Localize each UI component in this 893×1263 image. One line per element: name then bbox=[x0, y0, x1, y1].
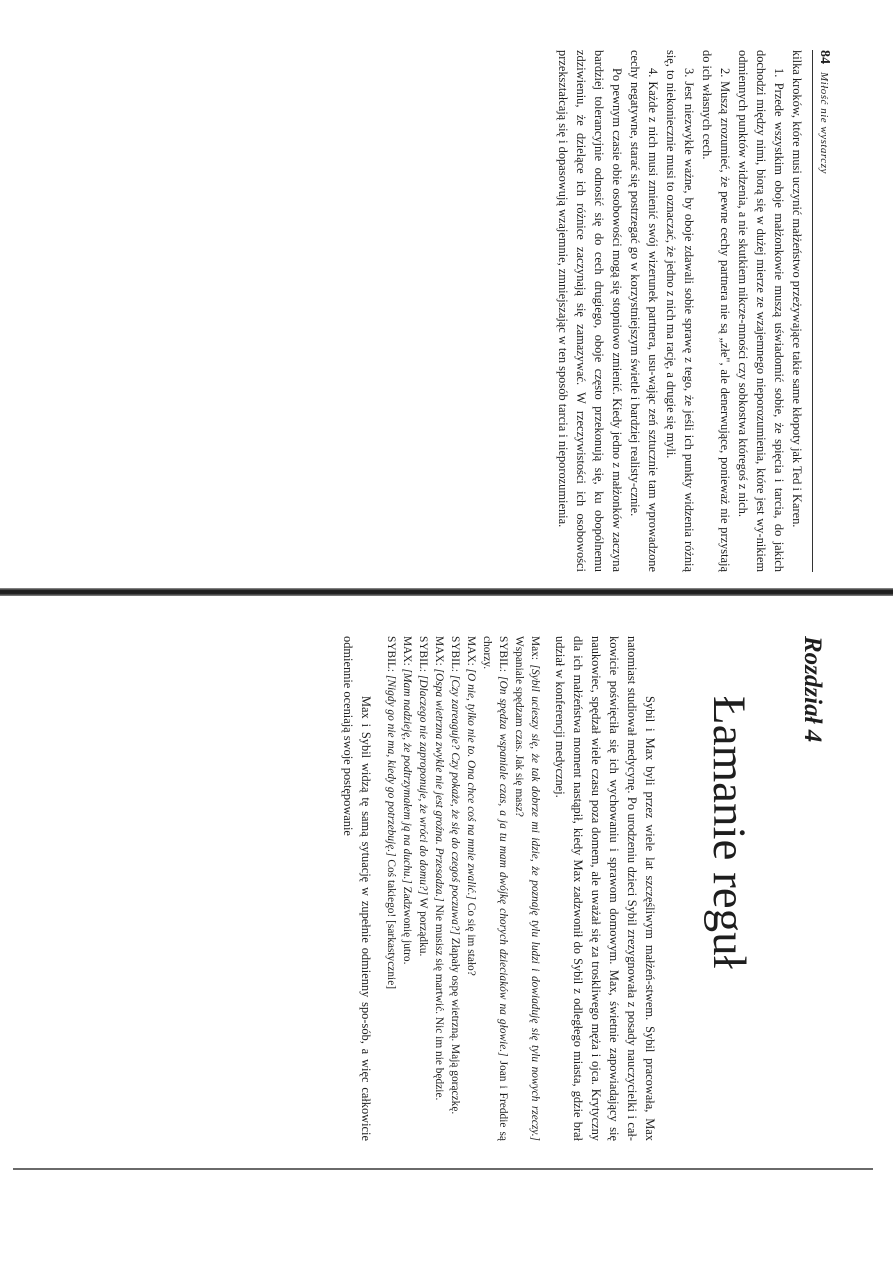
dialog-speech: Wspaniale spędzam czas. Jak się masz? bbox=[513, 636, 525, 817]
dialog-speaker: MAX: bbox=[465, 636, 477, 666]
left-page bbox=[93, 50, 833, 572]
paragraph: 3. Jest niezwykle ważne, by oboje zdawali sobie sprawę z tego, że jeśli ich punkty widzenia różnią się, to niekoniecznie musi to oznaczać, że jedno z nich ma rację, a drugie się myli. bbox=[664, 50, 696, 572]
dialog-speech: Coś takiego! [sarkastycznie] bbox=[385, 859, 397, 990]
paragraph: Po pewnym czasie obie osobowości mogą się stopniowo zmienić. Kiedy jedno z małżonków zaczyna bardziej tolerancyjnie odnosić się do cech drugiego, oboje często przekonują się, ku obopólnemu zdziwieniu, że dzielące ich różnice zaczynają się zamazywać. W rzeczywistości ich osobowości przekształcają się i dopasowują wzajemnie, zmniejszając w ten sposób tarcia i nieporozumienia. bbox=[556, 50, 624, 572]
paragraph: kilka kroków, które musi uczynić małżeństwo przeżywające takie same kłopoty jak Ted i Karen. bbox=[790, 50, 804, 528]
right-page-closing bbox=[339, 636, 375, 1141]
dialog-thought: [Ospa wietrzna zwykle nie jest groźna. Przesadza.] bbox=[433, 668, 445, 902]
dialog-speech: Joan i Freddie są chorzy. bbox=[481, 636, 509, 1141]
paragraph: Sybil i Max byli przez wiele lat szczęśliwym małżeń-stwem. Sybil pracowała, Max natomiast studiował medycynę. Po urodzeniu dzieci Sybil zrezygnowała z posady nauczycielki i cał-kowicie poświęciła się ich wychowaniu i sprawom domowym. Max, świetnie zapowiadający się naukowiec, spędzał wiele czasu poza domem, ale uważał się za troskliwego męża i ojca. Krytyczny dla ich małżeństwa moment nastąpił, kiedy Max zadzwonił do Sybil z odległego miasta, gdzie brał udział w konferencji medycznej. bbox=[553, 636, 657, 1141]
paragraph: 2. Muszą zrozumieć, że pewne cechy partnera nie są „złe", ale denerwujące, ponieważ nie przystają do ich własnych cech. bbox=[700, 50, 732, 572]
dialog-speaker: SYBIL: bbox=[449, 636, 461, 673]
right-page bbox=[67, 636, 827, 1141]
dialog-thought: [On spędza wspaniale czas, a ja tu mam dwójkę chorych dzieciaków na głowie.] bbox=[497, 676, 509, 1057]
dialog-speaker: SYBIL: bbox=[417, 636, 429, 673]
paragraph: 1. Przede wszystkim oboje małżonkowie muszą uświadomić sobie, że spięcia i tarcia, do jakich dochodzi między nimi, biorą się w dużej mierze ze wzajemnego nieporozumienia, które jest wy-nikiem odmiennych punktów widzenia, a nie skutkiem nikcze-mności czy sobkostwa któregoś z nich. bbox=[736, 50, 786, 572]
dialog-line bbox=[463, 636, 479, 1141]
chapter-label: Rozdział 4 bbox=[799, 636, 826, 743]
page-edge-rule bbox=[13, 1168, 873, 1170]
dialog-line bbox=[479, 636, 511, 1141]
dialog-thought: [Czy zareaguje? Czy pokaże, że się do czegoś poczuwa?] bbox=[449, 674, 461, 935]
dialog-speech: W porządku. bbox=[417, 897, 429, 957]
running-head bbox=[812, 50, 833, 572]
dialog-line bbox=[511, 636, 543, 1141]
dialog-line bbox=[447, 636, 463, 1141]
dialog-line bbox=[399, 636, 415, 1141]
dialog-speaker: Max: bbox=[529, 636, 541, 661]
running-title: Miłość nie wystarczy bbox=[818, 72, 830, 174]
dialog-speech: Złapały ospę wietrzną. Mają gorączkę. bbox=[449, 937, 461, 1115]
dialog-line bbox=[383, 636, 399, 1141]
dialog-line bbox=[415, 636, 431, 1141]
dialog-line bbox=[431, 636, 447, 1141]
book-gutter bbox=[0, 588, 893, 596]
dialog-speech: Nie musisz się martwić. Nic im nie będzie. bbox=[433, 904, 445, 1101]
dialog-speaker: MAX: bbox=[401, 636, 413, 666]
dialog-thought: [Mam nadzieję, że podtrzymałem ją na duchu.] bbox=[401, 668, 413, 884]
page-number: 84 bbox=[817, 50, 832, 64]
paragraph: 4. Każde z nich musi zmienić swój wizerunek partnera, usu-wając zeń sztucznie tam wprowadzone cechy negatywne, starać się postrzegać go w korzystniejszym świetle i bardziej realisty-cznie. bbox=[628, 50, 660, 572]
dialog-speaker: SYBIL: bbox=[497, 636, 509, 673]
dialog-thought: [Nigdy go nie ma, kiedy go potrzebuję.] bbox=[385, 674, 397, 857]
dialog-thought: [Sybil ucieszy się, że tak dobrze mi idzie, że poznaję tylu ludzi i dowiaduję się tylu nowych rzeczy.] bbox=[529, 664, 541, 1141]
left-page-body bbox=[554, 50, 806, 572]
dialog-block bbox=[383, 636, 543, 1141]
right-page-body bbox=[551, 636, 659, 1141]
dialog-speech: Zadzwonię jutro. bbox=[401, 886, 413, 965]
dialog-thought: [O nie, tylko nie to. Ona chce coś na mnie zwalić.] bbox=[465, 668, 477, 900]
dialog-speaker: SYBIL: bbox=[385, 636, 397, 673]
chapter-title: Łamanie reguł bbox=[703, 696, 755, 969]
dialog-speech: Co się im stało? bbox=[465, 902, 477, 976]
paragraph: Max i Sybil widzą tę samą sytuację w zupełnie odmienny spo-sób, a więc całkowicie odmiennie oceniają swoje postępowanie bbox=[341, 636, 373, 1141]
dialog-thought: [Dlaczego nie zaproponuje, że wróci do domu?] bbox=[417, 674, 429, 896]
dialog-speaker: MAX: bbox=[433, 636, 445, 666]
